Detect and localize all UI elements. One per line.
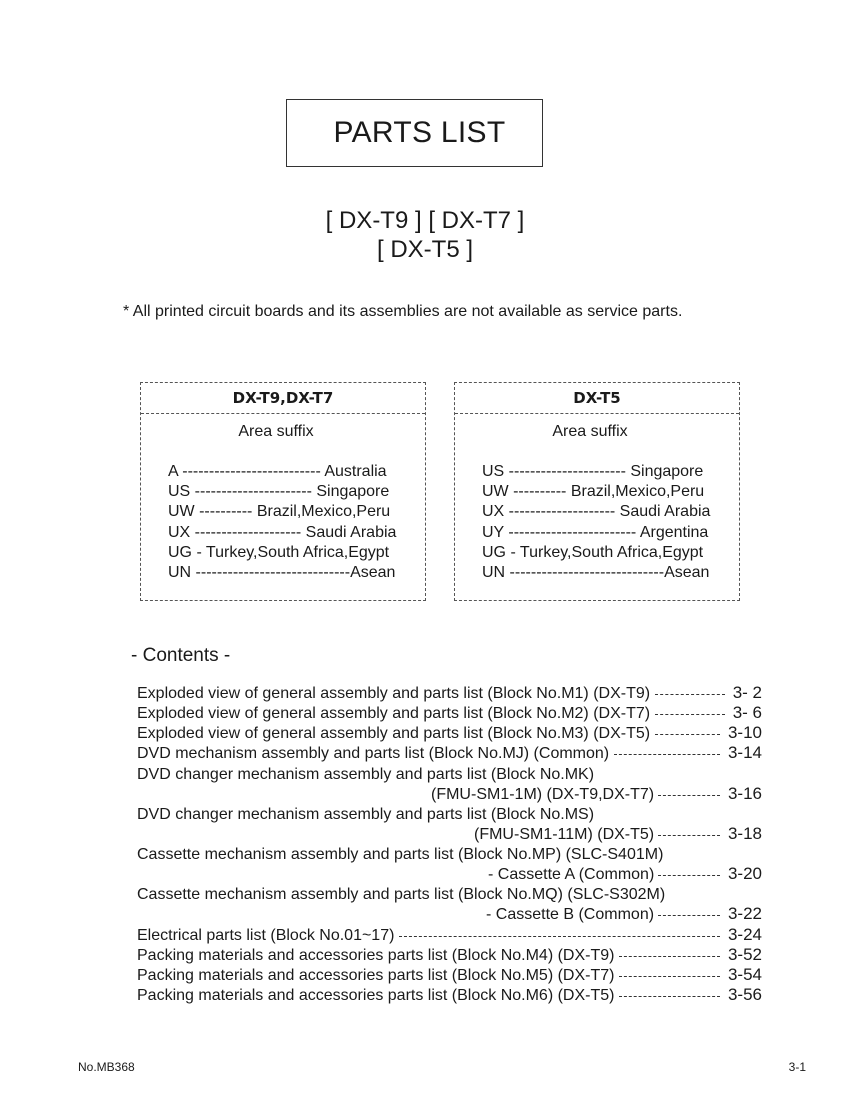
toc-entry-text: DVD changer mechanism assembly and parts list (Block No.MK) — [137, 765, 595, 783]
toc-entry — [137, 783, 762, 806]
toc-entry-page: 3-18 — [727, 823, 762, 843]
toc-leader-dots — [619, 956, 720, 957]
toc-entry-text: Exploded view of general assembly and parts list (Block No.M1) (DX-T9) — [137, 685, 651, 702]
toc-entry-page: 3-10 — [727, 723, 762, 743]
page-title: PARTS LIST — [333, 116, 506, 149]
service-note: * All printed circuit boards and its assemblies are not available as service parts. — [123, 303, 683, 320]
toc-entry — [137, 806, 762, 826]
toc-entry-page: 3-16 — [727, 783, 762, 803]
toc-entry — [137, 705, 762, 725]
toc-entry-text: (FMU-SM1-1M) (DX-T9,DX-T7) — [431, 785, 655, 803]
area-suffix-row: UN -----------------------------Asean — [168, 564, 396, 582]
toc-entry — [137, 886, 762, 906]
toc-entry-page: 3-56 — [727, 984, 762, 1004]
toc-entry-text: Exploded view of general assembly and parts list (Block No.M3) (DX-T5) — [137, 725, 651, 743]
area-suffix-row: UX -------------------- Saudi Arabia — [482, 503, 711, 521]
area-suffix-box-dx-t5 — [454, 382, 740, 601]
toc-entry-text: DVD changer mechanism assembly and parts list (Block No.MS) — [137, 805, 595, 823]
area-suffix-row: US ---------------------- Singapore — [482, 463, 704, 480]
model-list — [0, 206, 850, 264]
area-box-header: DX-T5 — [455, 383, 739, 414]
toc-entry-text: - Cassette B (Common) — [486, 906, 655, 924]
toc-leader-dots — [619, 976, 720, 977]
toc-entry-text: Packing materials and accessories parts list (Block No.M5) (DX-T7) — [137, 966, 615, 984]
area-suffix-row: UX -------------------- Saudi Arabia — [168, 523, 397, 541]
area-suffix-row: UG - Turkey,South Africa,Egypt — [168, 543, 390, 561]
toc-entry — [137, 866, 762, 886]
table-of-contents — [137, 685, 762, 1007]
toc-entry-page: 3-52 — [727, 944, 762, 964]
area-suffix-row: US ---------------------- Singapore — [168, 483, 390, 501]
toc-leader-dots — [614, 754, 720, 755]
toc-entry-text: Packing materials and accessories parts list (Block No.M4) (DX-T9) — [137, 946, 615, 964]
toc-entry-text: DVD mechanism assembly and parts list (Block No.MJ) (Common) — [137, 745, 610, 763]
toc-entry — [137, 984, 762, 1007]
toc-entry-page: 3-20 — [727, 864, 762, 884]
toc-entry-text: Packing materials and accessories parts list (Block No.M6) (DX-T5) — [137, 986, 615, 1004]
toc-entry — [137, 766, 762, 786]
area-suffix-row: UN -----------------------------Asean — [482, 564, 710, 582]
toc-leader-dots — [658, 915, 720, 916]
toc-entry — [137, 846, 762, 866]
model-line-1: [ DX-T9 ] [ DX-T7 ] — [325, 207, 525, 234]
area-suffix-row: UY ------------------------ Argentina — [482, 523, 709, 541]
toc-entry — [137, 944, 762, 967]
toc-leader-dots — [658, 795, 720, 796]
toc-entry-page: 3-24 — [727, 924, 762, 944]
toc-entry — [137, 725, 762, 745]
toc-entry — [137, 906, 762, 926]
toc-entry — [137, 685, 762, 705]
toc-entry — [137, 823, 762, 846]
toc-entry-text: Electrical parts list (Block No.01~17) — [137, 926, 395, 944]
toc-leader-dots — [399, 936, 720, 937]
area-suffix-list — [482, 462, 710, 583]
area-suffix-row: UW ---------- Brazil,Mexico,Peru — [482, 483, 705, 501]
contents-heading: - Contents - — [131, 645, 231, 666]
area-box-subtitle: Area suffix — [552, 423, 628, 440]
toc-leader-dots — [619, 996, 720, 997]
toc-entry-page: 3-22 — [727, 904, 762, 924]
toc-leader-dots — [658, 835, 720, 836]
document-number: No.MB368 — [78, 1060, 135, 1074]
area-suffix-row: UW ---------- Brazil,Mexico,Peru — [168, 503, 391, 521]
area-suffix-list — [168, 462, 396, 583]
area-suffix-row: UG - Turkey,South Africa,Egypt — [482, 543, 704, 561]
toc-entry-text: - Cassette A (Common) — [488, 866, 655, 884]
toc-entry — [137, 924, 762, 947]
toc-entry-text: (FMU-SM1-11M) (DX-T5) — [474, 825, 655, 843]
toc-entry-page: 3-14 — [727, 743, 762, 763]
area-suffix-row: A -------------------------- Australia — [168, 463, 387, 480]
toc-leader-dots — [655, 714, 725, 715]
toc-entry — [137, 745, 762, 765]
toc-leader-dots — [658, 875, 720, 876]
toc-leader-dots — [655, 734, 720, 735]
area-box-header: DX-T9,DX-T7 — [141, 383, 425, 414]
toc-entry-page: 3- 6 — [732, 703, 762, 723]
toc-entry-text: Exploded view of general assembly and parts list (Block No.M2) (DX-T7) — [137, 705, 651, 723]
toc-entry-text: Cassette mechanism assembly and parts list (Block No.MQ) (SLC-S302M) — [137, 886, 666, 904]
toc-entry-text: Cassette mechanism assembly and parts list (Block No.MP) (SLC-S401M) — [137, 846, 664, 863]
toc-entry-page: 3- 2 — [732, 683, 762, 702]
area-box-subtitle: Area suffix — [238, 423, 314, 440]
toc-leader-dots — [655, 694, 725, 695]
page-number: 3-1 — [788, 1060, 806, 1074]
area-suffix-box-dx-t9-t7 — [140, 382, 426, 601]
toc-entry-page: 3-54 — [727, 964, 762, 984]
toc-entry — [137, 964, 762, 987]
model-line-2: [ DX-T5 ] — [376, 236, 473, 263]
title-box — [286, 99, 543, 167]
